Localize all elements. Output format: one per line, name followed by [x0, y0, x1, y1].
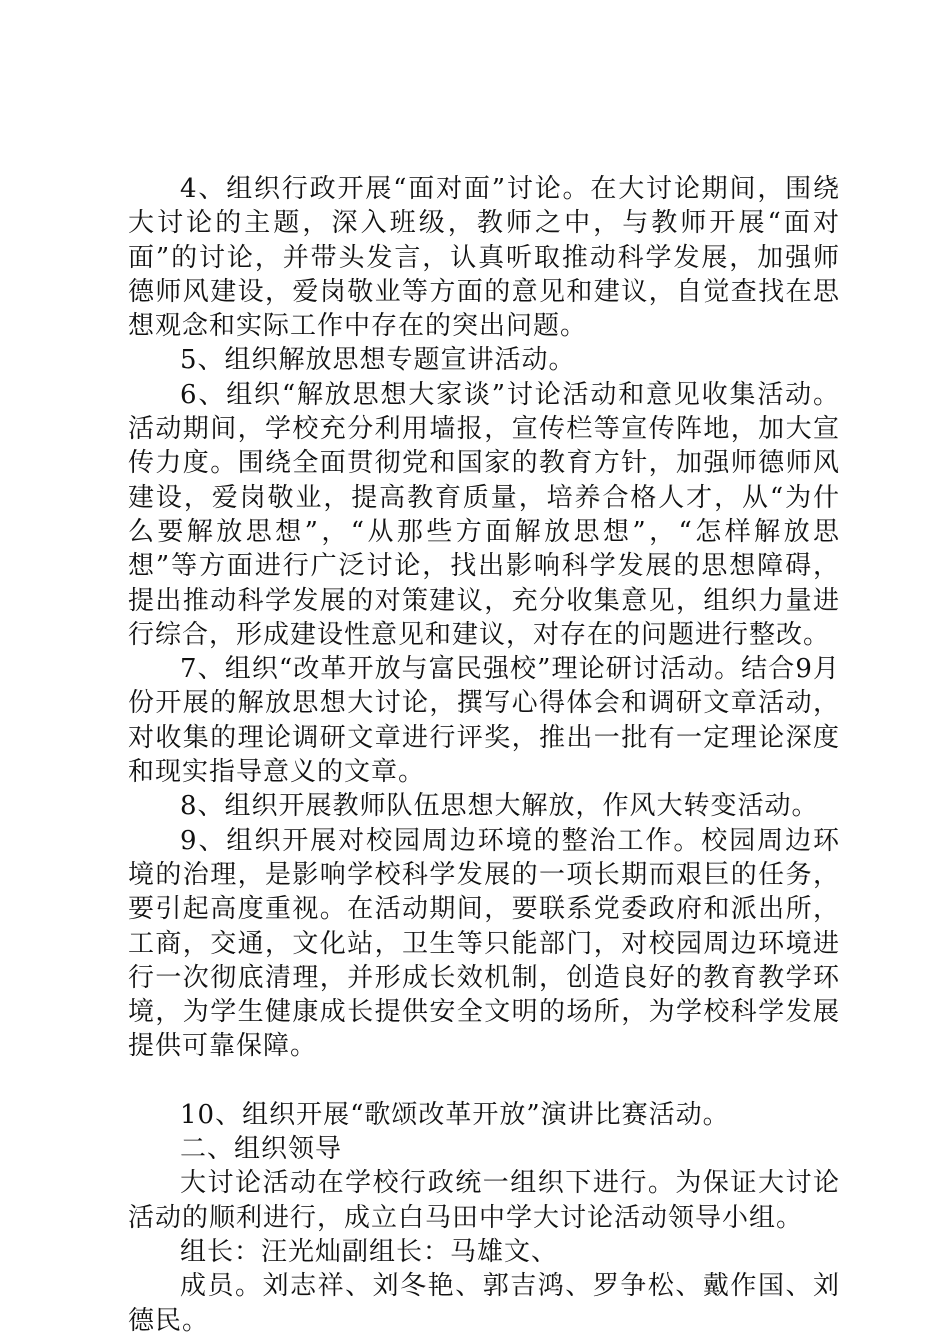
paragraph-item-8: 8、组织开展教师队伍思想大解放，作风大转变活动。	[180, 791, 819, 822]
paragraph-leaders: 组长：汪光灿副组长：马雄文、	[180, 1236, 559, 1267]
paragraph-item-4: 4、组织行政开展“面对面”讨论。在大讨论期间，围绕大讨论的主题，深入班级，教师之中，与教师开展“面对面”的讨论，并带头发言，认真听取推动科学发展，加强师德师风建设，爱岗敬业等方面的意见和建议，自觉查找在思想观念和实际工作中存在的突出问题。	[128, 174, 840, 342]
section-heading-leadership: 二、组织领导	[180, 1134, 343, 1165]
paragraph-item-6: 6、组织“解放思想大家谈”讨论活动和意见收集活动。活动期间，学校充分利用墙报，宣传栏等宣传阵地，加大宣传力度。围绕全面贯彻党和国家的教育方针，加强师德师风建设，爱岗敬业，提高教育质量，培养合格人才，从“为什么要解放思想”，“从那些方面解放思想”，“怎样解放思想”等方面进行广泛讨论，找出影响科学发展的思想障碍，提出推动科学发展的对策建议，充分收集意见，组织力量进行综合，形成建设性意见和建议，对存在的问题进行整改。	[128, 379, 840, 650]
paragraph-item-5: 5、组织解放思想专题宣讲活动。	[180, 345, 576, 376]
paragraph-item-9: 9、组织开展对校园周边环境的整治工作。校园周边环境的治理，是影响学校科学发展的一项长期而艰巨的任务，要引起高度重视。在活动期间，要联系党委政府和派出所，工商，交通，文化站，卫生等只能部门，对校园周边环境进行一次彻底清理，并形成长效机制，创造良好的教育教学环境，为学生健康成长提供安全文明的场所，为学校科学发展提供可靠保障。	[128, 825, 840, 1062]
paragraph-item-10: 10、组织开展“歌颂改革开放”演讲比赛活动。	[180, 1099, 730, 1130]
paragraph-item-7: 7、组织“改革开放与富民强校”理论研讨活动。结合9月份开展的解放思想大讨论，撰写心得体会和调研文章活动，对收集的理论调研文章进行评奖，推出一批有一定理论深度和现实指导意义的文章。	[128, 654, 840, 788]
paragraph-members: 成员。刘志祥、刘冬艳、郭吉鸿、罗争松、戴作国、刘德民。	[128, 1271, 840, 1336]
paragraph-gap	[128, 1064, 840, 1098]
document-body	[128, 172, 840, 1338]
paragraph-leadership: 大讨论活动在学校行政统一组织下进行。为保证大讨论活动的顺利进行，成立白马田中学大讨论活动领导小组。	[128, 1168, 840, 1233]
